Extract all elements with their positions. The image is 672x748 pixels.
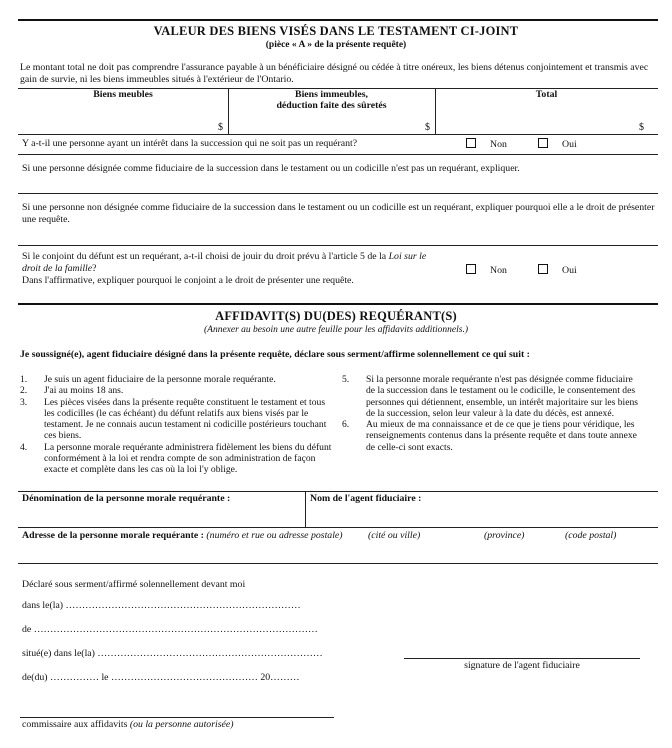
statements-right: [342, 374, 642, 453]
fields-mid-line: [18, 527, 658, 528]
jurat-situe-line[interactable]: situé(e) dans le(la) ……………………………………………………………: [22, 648, 323, 659]
q1-oui-checkbox[interactable]: [538, 138, 548, 148]
address-label: Adresse de la personne morale requérante :: [22, 530, 204, 541]
q1-non-label: Non: [490, 139, 507, 150]
agent-name-label: Nom de l'agent fiduciaire :: [310, 493, 422, 504]
rule-q1: [18, 154, 658, 155]
city-hint: (cité ou ville): [368, 530, 421, 541]
q4-non-label: Non: [490, 265, 507, 276]
statement-text: Je suis un agent fiduciaire de la personne morale requérante.: [44, 374, 276, 385]
sworn-before-me: Déclaré sous serment/affirmé solennellement devant moi: [22, 579, 246, 590]
statement-item: [20, 385, 338, 396]
statement-item: [20, 374, 338, 385]
statement-number: 6.: [342, 419, 350, 431]
jurat-de-line[interactable]: de ……………………………………………………………………………: [22, 624, 318, 635]
q4-non-checkbox[interactable]: [466, 264, 476, 274]
q4-oui-label: Oui: [562, 265, 577, 276]
intro-paragraph: Le montant total ne doit pas comprendre l'assurance payable à un bénéficiaire désigné ou cédée à titre onéreux, les biens détenus conjointement et transmis avec gain de survie, ni les biens immeubles situés à l'extérieur de l'Ontario.: [20, 62, 649, 85]
statement-item: [20, 442, 338, 476]
question-interest: Y a-t-il une personne ayant un intérêt dans la succession qui ne soit pas un requérant?: [22, 138, 358, 149]
statement-text: La personne morale requérante administrera fidèlement les biens du défunt conformément à la loi et rendra compte de son administration de façon exacte et complète dans les cas où la loi l'y oblige.: [44, 441, 332, 476]
province-hint: (province): [484, 530, 525, 541]
q4-options: [466, 264, 507, 276]
statement-text: Les pièces visées dans la présente requête constituent le testament et tous les codicilles (le cas échéant) du défunt relatifs aux biens visés par le testament. Je ne connais aucun testament ni codicille postérieurs touchant ces biens.: [44, 396, 327, 442]
currency-meubles: $: [218, 122, 223, 133]
statement-number: 3.: [20, 396, 28, 408]
fields-divider: [305, 491, 306, 527]
currency-total: $: [639, 122, 644, 133]
q4-options-yes: [538, 264, 577, 276]
fields-top-line: [18, 491, 658, 492]
statement-number: 4.: [20, 441, 28, 453]
signature-line[interactable]: [404, 658, 640, 659]
commissioner-line[interactable]: [20, 717, 334, 718]
rule-q2: [18, 193, 658, 194]
section-title-affidavit: AFFIDAVIT(S) DU(DES) REQUÉRANT(S): [215, 309, 457, 323]
question-trustee-not-applicant: Si une personne désignée comme fiduciaire de la succession dans le testament ou un codicille n'est pas un requérant, expliquer.: [22, 163, 520, 174]
table-bottom-line: [18, 134, 658, 135]
denomination-label: Dénomination de la personne morale requérante :: [22, 493, 231, 504]
top-rule: [18, 19, 658, 21]
q4-text-c: Dans l'affirmative, expliquer pourquoi le conjoint a le droit de présenter une requête.: [22, 275, 354, 286]
commissioner-caption: [22, 719, 234, 731]
statement-text: Si la personne morale requérante n'est pas désignée comme fiduciaire de la succession dans le testament ou le codicille, le consentement des personnes qui détiennent, ensemble, un intérêt majoritaire sur les biens de la succession, selon leur valeur à la date du décès, est annexé.: [366, 374, 639, 419]
statement-number: 1.: [20, 374, 28, 385]
statement-number: 2.: [20, 385, 28, 397]
q4-text-a: Si le conjoint du défunt est un requérant, a-t-il choisi de jouir du droit prévu à l'article 5 de la: [22, 251, 389, 262]
commissioner-note: (ou la personne autorisée): [129, 719, 234, 730]
q4-oui-checkbox[interactable]: [538, 264, 548, 274]
rule-q3: [18, 245, 658, 246]
jurat-date-line[interactable]: de(du) …………… le ……………………………………… 20………: [22, 672, 300, 683]
declaration-text: Je soussigné(e), agent fiduciaire désigné dans la présente requête, déclare sous serment/affirme solennellement ce qui suit :: [20, 349, 530, 360]
signature-caption: signature de l'agent fiduciaire: [464, 660, 580, 671]
col-header-meubles: Biens meubles: [93, 89, 153, 100]
denomination-field[interactable]: [20, 505, 302, 525]
postal-hint: (code postal): [565, 530, 617, 541]
statement-number: 5.: [342, 374, 350, 385]
col-header-total: Total: [535, 89, 558, 100]
currency-immeubles: $: [425, 122, 430, 133]
q1-oui-label: Oui: [562, 139, 577, 150]
q1-options: [466, 138, 507, 150]
statement-item: [20, 397, 338, 442]
section2-rule: [18, 303, 658, 305]
statement-item: [342, 374, 642, 419]
q1-options-yes: [538, 138, 577, 150]
statement-item: [342, 419, 642, 453]
statements-left: [20, 374, 338, 476]
agent-name-field[interactable]: [308, 505, 656, 525]
section-note-affidavit: (Annexer au besoin une autre feuille pour les affidavits additionnels.): [203, 325, 469, 335]
address-hint: (numéro et rue ou adresse postale): [206, 530, 343, 541]
q4-text-b: ?: [92, 263, 97, 274]
fields-bottom-line: [18, 563, 658, 564]
statement-text: Au mieux de ma connaissance et de ce que je tiens pour véridique, les renseignements contenus dans la présente requête et dans toute annexe de celle-ci sont exacts.: [366, 419, 637, 453]
q4-law-title: Loi sur le droit de la famille: [22, 251, 427, 274]
col-header-immeubles-line2: déduction faite des sûretés: [276, 100, 387, 111]
commissioner-label: commissaire aux affidavits: [22, 719, 130, 730]
col-header-immeubles-line1: Biens immeubles,: [295, 89, 368, 100]
q1-non-checkbox[interactable]: [466, 138, 476, 148]
jurat-dans-line[interactable]: dans le(la) ………………………………………………………………: [22, 600, 301, 611]
question-spouse: [22, 251, 442, 287]
address-field[interactable]: [20, 543, 656, 561]
question-nontrustee-applicant: Si une personne non désignée comme fiduciaire de la succession dans le testament ou un codicille est un requérant, expliquer pourquoi elle a le droit de présenter une requête.: [22, 202, 655, 225]
section-subtitle-value: (pièce « A » de la présente requête): [265, 40, 407, 50]
statement-text: J'ai au moins 18 ans.: [44, 385, 124, 397]
section-title-value: VALEUR DES BIENS VISÉS DANS LE TESTAMENT CI-JOINT: [153, 24, 519, 38]
